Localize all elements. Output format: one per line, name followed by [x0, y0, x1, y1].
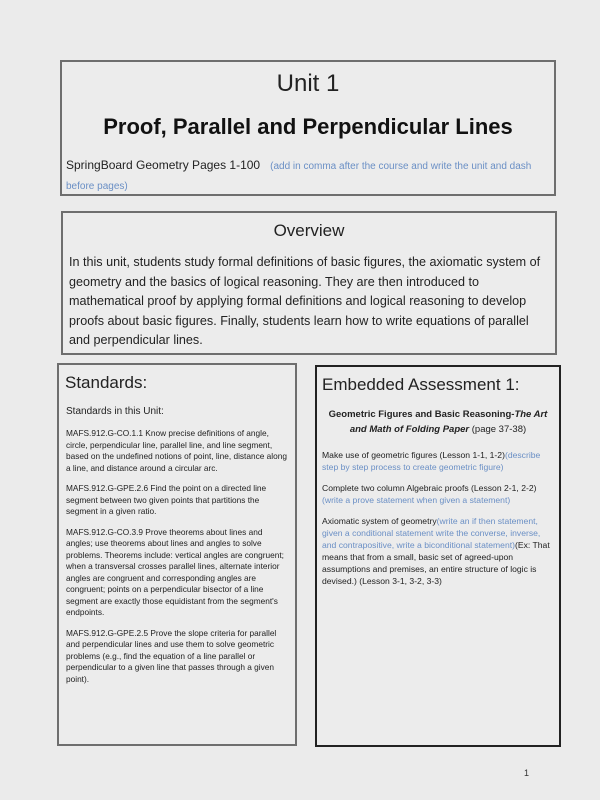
overview-text: In this unit, students study formal definitions of basic figures, the axiomatic system of geometry and the basics of logical reasoning. They are then introduced to mathematical proof by applying formal definitions and logical reasoning to develop proofs about basic figures. Finally, students learn how to write equations of parallel and perpendicular lines.	[69, 255, 541, 347]
assessment-item	[322, 449, 553, 473]
unit-label: Unit 1	[276, 70, 340, 97]
assessment-item-text: Axiomatic system of geometry	[322, 516, 437, 526]
page-title: Proof, Parallel and Perpendicular Lines	[103, 114, 513, 139]
standard-item: MAFS.912.G-CO.1.1 Know precise definitions of angle, circle, perpendicular line, parallel line, and line segment, based on the undefined notions of point, line, distance along a line, and distance around a circular arc.	[66, 428, 287, 473]
overview-box	[61, 211, 557, 355]
assessment-box	[315, 365, 561, 747]
standard-item: MAFS.912.G-CO.3.9 Prove theorems about lines and angles; use theorems about lines and angles to solve problems. Theorems include: vertical angles are congruent; when a transversal crosses parallel lines, alternate interior angles are congruent and corresponding angles are congruent; points on a perpendicular bisector of a line segment are exactly those equidistant from the segment's endpoints.	[66, 526, 284, 617]
standards-subheading: Standards in this Unit:	[66, 406, 164, 417]
title-box	[60, 60, 556, 196]
pages-note: (add in comma after the course and write the unit and dash before pages)	[66, 161, 532, 192]
assessment-item-text: Make use of geometric figures (Lesson 1-1, 1-2)	[322, 450, 505, 460]
assessment-item-note: (write an if then statement, given a conditional statement write the converse, inverse, and contrapositive, write a biconditional statement)	[322, 516, 541, 550]
assessment-title-italic: The Art and Math of Folding Paper	[349, 409, 548, 435]
standards-box	[57, 363, 297, 746]
assessment-item-note: (write a prove statement when given a statement)	[322, 495, 511, 505]
assessment-item-text: Complete two column Algebraic proofs (Lesson 2-1, 2-2)	[322, 483, 537, 493]
assessment-item-note: (describe step by step process to create geometric figure)	[322, 450, 541, 472]
page-number: 1	[524, 768, 530, 778]
assessment-item-tail: (Ex: That means that from a small, basic set of agreed-upon assumptions and premises, an entire structure of logic is devised.) (Lesson 3-1, 3-2, 3-3)	[322, 540, 550, 586]
assessment-heading: Embedded Assessment 1:	[322, 375, 520, 394]
assessment-title	[327, 407, 549, 437]
overview-heading: Overview	[273, 221, 345, 240]
assessment-items	[322, 449, 553, 596]
assessment-item	[322, 482, 553, 506]
standard-item: MAFS.912.G-GPE.2.6 Find the point on a directed line segment between two given points that partitions the segment in a given ratio.	[66, 483, 267, 516]
standard-item: MAFS.912.G-GPE.2.5 Prove the slope criteria for parallel and perpendicular lines and use them to solve geometric problems (e.g., find the equation of a line parallel or perpendicular to a given line that passes through a given point).	[66, 627, 277, 684]
assessment-item	[322, 515, 553, 587]
standards-list	[66, 428, 289, 694]
pages-text: SpringBoard Geometry Pages 1-100	[66, 158, 261, 172]
assessment-title-bold: Geometric Figures and Basic Reasoning-	[328, 409, 515, 420]
pages-line	[66, 156, 546, 196]
assessment-title-pages: (page 37-38)	[471, 424, 527, 435]
standards-heading: Standards:	[65, 373, 148, 392]
